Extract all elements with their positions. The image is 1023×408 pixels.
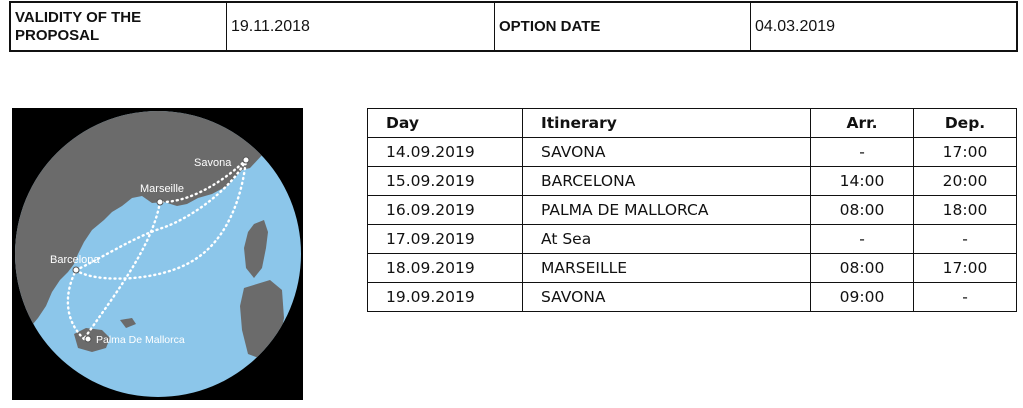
- palma-marker: [85, 336, 91, 342]
- departure-cell: 17:00: [914, 138, 1017, 167]
- arrival-cell: -: [811, 138, 914, 167]
- table-row: [368, 167, 1017, 196]
- place-cell: PALMA DE MALLORCA: [523, 196, 811, 225]
- table-row: [368, 196, 1017, 225]
- savona-marker: [243, 157, 249, 163]
- validity-label-cell: [11, 3, 227, 50]
- arrival-cell: 08:00: [811, 196, 914, 225]
- palma-label: Palma De Mallorca: [96, 334, 185, 346]
- barcelona-label: Barcelona: [50, 254, 100, 266]
- arrival-cell: 14:00: [811, 167, 914, 196]
- header-itinerary: Itinerary: [523, 109, 811, 138]
- map-svg: [12, 108, 303, 400]
- proposal-info-table: [9, 1, 1018, 52]
- header-arrival: Arr.: [811, 109, 914, 138]
- day-cell: 16.09.2019: [368, 196, 523, 225]
- validity-value-cell: [227, 3, 495, 50]
- cruise-route-map: [12, 108, 303, 400]
- day-cell: 14.09.2019: [368, 138, 523, 167]
- place-cell: SAVONA: [523, 283, 811, 312]
- itinerary-header-row: [368, 109, 1017, 138]
- place-cell: At Sea: [523, 225, 811, 254]
- departure-cell: 18:00: [914, 196, 1017, 225]
- day-cell: 15.09.2019: [368, 167, 523, 196]
- arrival-cell: 09:00: [811, 283, 914, 312]
- table-row: [368, 138, 1017, 167]
- option-label-cell: [495, 3, 751, 50]
- validity-value: 19.11.2018: [231, 17, 310, 35]
- place-cell: MARSEILLE: [523, 254, 811, 283]
- header-departure: Dep.: [914, 109, 1017, 138]
- place-cell: BARCELONA: [523, 167, 811, 196]
- option-date-value: 04.03.2019: [755, 17, 836, 35]
- barcelona-marker: [73, 267, 79, 273]
- departure-cell: -: [914, 283, 1017, 312]
- arrival-cell: 08:00: [811, 254, 914, 283]
- day-cell: 17.09.2019: [368, 225, 523, 254]
- departure-cell: 17:00: [914, 254, 1017, 283]
- place-cell: SAVONA: [523, 138, 811, 167]
- table-row: [368, 283, 1017, 312]
- option-value-cell: [751, 3, 1016, 50]
- option-date-label: OPTION DATE: [499, 17, 601, 35]
- marseille-label: Marseille: [140, 183, 185, 195]
- savona-label: Savona: [194, 157, 232, 169]
- validity-label: VALIDITY OF THE PROPOSAL: [15, 8, 142, 44]
- itinerary-table: [367, 108, 1017, 312]
- table-row: [368, 254, 1017, 283]
- header-day: Day: [368, 109, 523, 138]
- day-cell: 18.09.2019: [368, 254, 523, 283]
- marseille-marker: [157, 199, 163, 205]
- departure-cell: -: [914, 225, 1017, 254]
- arrival-cell: -: [811, 225, 914, 254]
- departure-cell: 20:00: [914, 167, 1017, 196]
- table-row: [368, 225, 1017, 254]
- day-cell: 19.09.2019: [368, 283, 523, 312]
